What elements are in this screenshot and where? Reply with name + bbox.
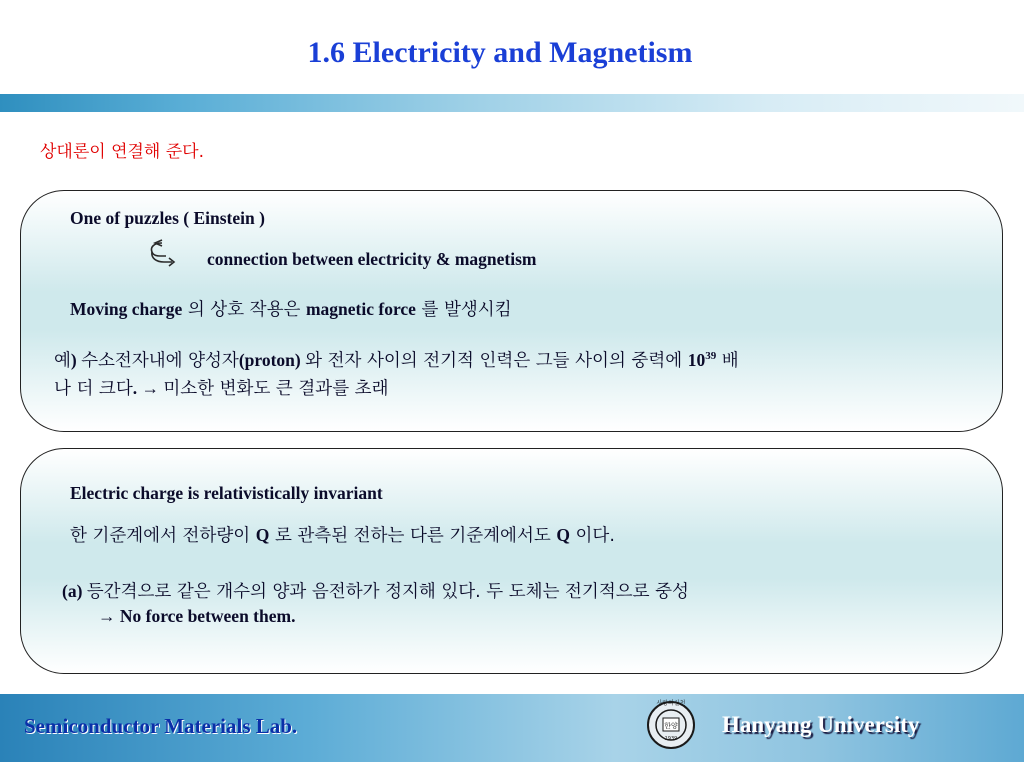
box2-line2: [70, 522, 615, 547]
box2-line3: [62, 578, 689, 603]
box1-line2: connection between electricity & magnetism: [207, 249, 537, 269]
redo-arrow-icon: [146, 239, 176, 269]
box1-line4: [54, 347, 739, 372]
box1-line3: [70, 296, 512, 321]
seal-text-top: 사랑의실천: [656, 700, 686, 707]
box1-line3-c: magnetic force: [305, 299, 416, 319]
box2-line2-b: Q: [255, 525, 270, 545]
box2-line2-e: 이다.: [569, 526, 615, 546]
box2-line3-b: 등간격으로 같은 개수의 양과 음전하가 정지해 있다. 두 도체는 전기적으로 중성: [86, 582, 689, 602]
box1-line1: One of puzzles ( Einstein ): [70, 208, 265, 228]
lab-name: Semiconductor Materials Lab.: [24, 714, 298, 738]
box2-line2-d: Q: [556, 525, 570, 545]
university-seal-icon: [646, 694, 696, 756]
box1-line4-c: 수소전자내에 양성자: [81, 351, 239, 371]
title-band: [0, 94, 1024, 112]
box1-line5-c: 미소한 변화도 큰 결과를 초래: [163, 379, 389, 399]
seal-year: 1939: [664, 736, 678, 742]
box1-line4-g: 배: [716, 351, 739, 371]
box1-line4-a: 예: [54, 351, 71, 371]
box2-line1: Electric charge is relativistically invariant: [70, 483, 383, 503]
seal-text-center: 한양: [664, 722, 678, 730]
content-box-charge-invariance: [20, 448, 1003, 674]
subtitle: 상대론이 연결해 준다.: [40, 142, 205, 162]
box1-line3-b: 의 상호 작용은: [182, 300, 306, 320]
box1-line5-b: . →: [132, 378, 164, 398]
box2-line4: → No force between them.: [98, 606, 296, 626]
box1-line3-a: Moving charge: [70, 299, 183, 319]
box1-line4-d: (proton): [238, 350, 306, 370]
box1-line5: [54, 375, 389, 400]
box2-line2-a: 한 기준계에서 전하량이: [70, 526, 256, 546]
box1-line4-b: ): [70, 350, 82, 370]
box1-line3-d: 를 발생시킴: [415, 300, 512, 320]
box1-line4-sup: 39: [705, 350, 717, 363]
box1-line5-a: 나 더 크다: [54, 379, 133, 399]
box2-line3-a: (a): [62, 581, 87, 601]
box1-line4-f: 10: [687, 350, 706, 370]
box2-line2-c: 로 관측된 전하는 다른 기준계에서도: [269, 526, 557, 546]
university-name: Hanyang University: [722, 712, 920, 737]
page-title: 1.6 Electricity and Magnetism: [307, 36, 693, 69]
box1-line4-e: 와 전자 사이의 전기적 인력은 그들 사이의 중력에: [305, 351, 688, 371]
